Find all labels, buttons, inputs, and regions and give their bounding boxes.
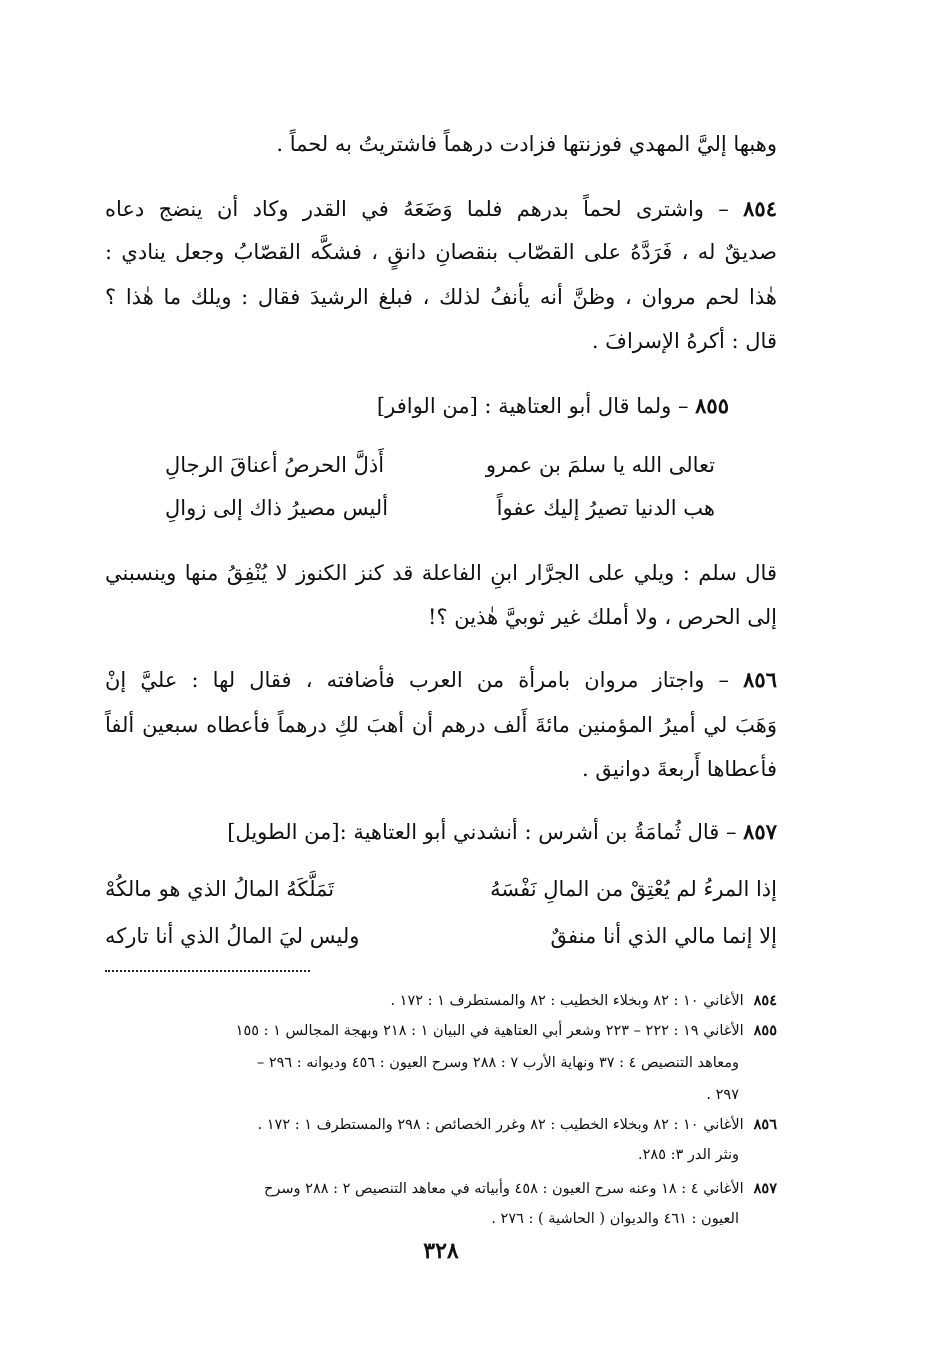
footnote-854: [105, 990, 777, 1012]
footnote-number: ٨٥٤: [753, 992, 777, 1009]
verse-first-hemistich: إذا المرءُ لم يُعْتِقْ من المالِ نَفْسَهُ: [490, 877, 777, 901]
paragraph-line: إلى الحرص ، ولا أملك غير ثوبيَّ هٰذين ؟!: [428, 605, 777, 629]
entry-854-line: [105, 193, 777, 225]
footnote-856-cont: ونثر الدر ٣: ٢٨٥.: [638, 1147, 739, 1163]
verse-second-hemistich: أَذلَّ الحرصُ أعناقَ الرجالِ: [165, 453, 385, 477]
verse-first-hemistich: تعالى الله يا سلمَ بن عمرو: [485, 453, 715, 477]
entry-856-line: وَهَبَ لي أميرُ المؤمنين مائةَ أَلف درهم أن أهبَ لكِ درهماً فأعطاه سبعين ألفاً: [105, 713, 777, 737]
entry-854-line: قال : أكرهُ الإسرافَ .: [591, 329, 777, 353]
footnote-857-cont: العيون : ٤٦١ والديوان ( الحاشية ) : ٢٧٦ .: [491, 1211, 739, 1227]
entry-855-intro: [105, 390, 729, 422]
entry-854-line: هٰذا لحم مروان ، وظنَّ أنه يأنفُ لذلك ، فبلغ الرشيدَ فقال : ويلك ما هٰذا ؟: [105, 285, 777, 309]
footnote-number: ٨٥٧: [753, 1180, 777, 1197]
footnote-856: [105, 1114, 777, 1136]
footnote-857: [105, 1178, 777, 1200]
entry-854-line: صديقٌ له ، فَرَدَّهُ على القصّاب بنقصانِ دانقٍ ، فشكَّه القصّابُ وجعل ينادي :: [105, 240, 777, 264]
footnote-text: الأغاني ٤ : ١٨ وعنه سرح العيون : ٤٥٨ وأبياته في معاهد التنصيص ٢ : ٢٨٨ وسرح: [264, 1181, 744, 1197]
entry-number: ٨٥٤: [743, 196, 777, 221]
page-number: ٣٢٨: [423, 1238, 459, 1264]
footnote-number: ٨٥٥: [753, 1022, 777, 1039]
verse-second-hemistich: وليس ليَ المالُ الذي أنا تاركه: [105, 924, 360, 948]
footnote-text: الأغاني ١٠ : ٨٢ وبخلاء الخطيب : ٨٢ وغرر الخصائص : ٢٩٨ والمستطرف ١ : ١٧٢ .: [257, 1117, 744, 1133]
entry-856-line: فأعطاها أَربعةَ دوانيق .: [582, 757, 777, 781]
entry-text: – واشترى لحماً بدرهم فلما وَضَعَهُ في القدر وكاد أن ينضج دعاه: [105, 197, 729, 221]
footnote-separator: [105, 970, 310, 972]
entry-number: ٨٥٧: [743, 819, 777, 844]
paragraph-line: قال سلم : ويلي على الجرَّار ابنِ الفاعلة قد كنز الكنوز لا يُنْفِقُ منها وينسبني: [105, 561, 777, 585]
entry-856-line: [105, 664, 777, 696]
entry-number: ٨٥٦: [743, 667, 777, 692]
footnote-855-cont: ٢٩٧ .: [706, 1087, 739, 1103]
footnote-text: الأغاني ١٠ : ٨٢ وبخلاء الخطيب : ٨٢ والمستطرف ١ : ١٧٢ .: [390, 993, 744, 1009]
footnote-855: [105, 1020, 777, 1042]
entry-text: – واجتاز مروان بامرأة من العرب فأضافته ، فقال لها : عليَّ إنْ: [105, 668, 730, 692]
footnote-855-cont: ومعاهد التنصيص ٤ : ٣٧ ونهاية الأرب ٧ : ٢٨٨ وسرح العيون : ٤٥٦ وديوانه : ٢٩٦ –: [256, 1055, 739, 1071]
paragraph-line: وهبها إليَّ المهدي فوزنتها فزادت درهماً فاشتريتُ به لحماً .: [276, 132, 777, 156]
entry-857-intro: [105, 816, 777, 848]
verse-first-hemistich: إلا إنما مالي الذي أنا منفقٌ: [550, 924, 777, 948]
verse-first-hemistich: هب الدنيا تصيرُ إليك عفواً: [496, 496, 715, 520]
verse-second-hemistich: تَمَلَّكَهُ المالُ الذي هو مالكُهْ: [105, 877, 335, 901]
book-page: [105, 0, 777, 1371]
verse-second-hemistich: أليس مصيرُ ذاك إلى زوالِ: [165, 496, 389, 520]
entry-number: ٨٥٥: [695, 393, 729, 418]
footnote-number: ٨٥٦: [753, 1116, 777, 1133]
entry-text: – قال ثُمامَةُ بن أشرس : أنشدني أبو العتاهية :[من الطويل]: [227, 820, 737, 844]
footnote-text: الأغاني ١٩ : ٢٢٢ – ٢٢٣ وشعر أبي العتاهية في البيان ١ : ٢١٨ وبهجة المجالس ١ : ١٥٥: [235, 1023, 744, 1039]
entry-text: – ولما قال أبو العتاهية : [من الوافر]: [376, 394, 689, 418]
